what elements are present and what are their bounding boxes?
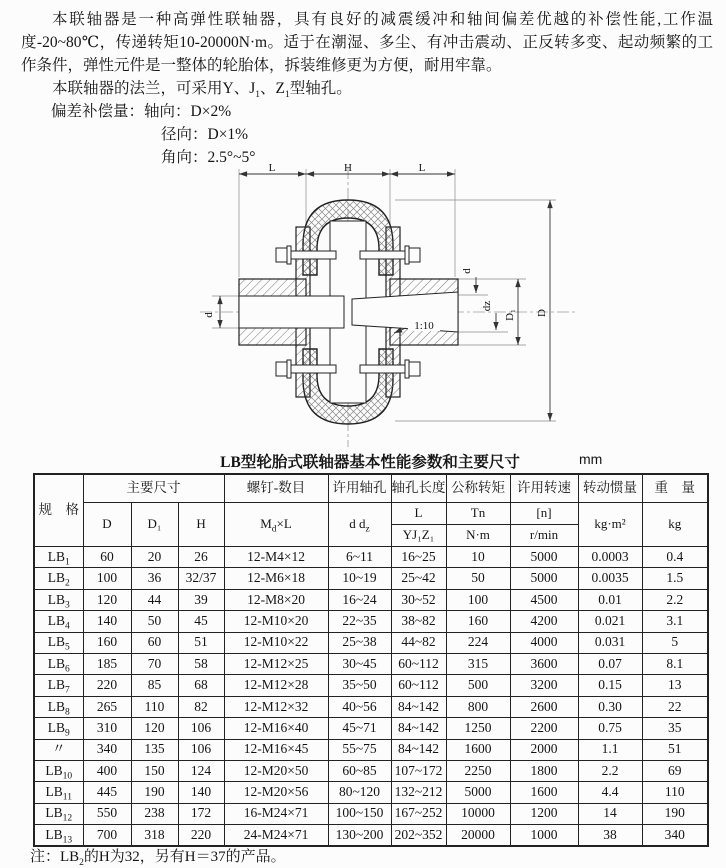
value-cell: 2.2 <box>578 760 642 781</box>
value-cell: 100 <box>446 589 510 610</box>
dim-label-L-right: L <box>418 163 426 174</box>
value-cell: 22~35 <box>328 611 391 632</box>
value-cell: 120 <box>131 718 178 739</box>
value-cell: 107~172 <box>391 760 446 781</box>
spec-cell: $LB_7$ <box>34 675 83 696</box>
value-cell: 140 <box>83 611 131 632</box>
value-cell: 340 <box>642 825 708 847</box>
value-cell: 4200 <box>510 611 578 632</box>
spec-cell: $LB_9$ <box>34 718 83 739</box>
value-cell: 51 <box>642 739 708 760</box>
value-cell: 160 <box>83 632 131 653</box>
value-cell: 14 <box>578 803 642 824</box>
value-cell: 50 <box>446 568 510 589</box>
col-header-speed-symbol: [n] <box>510 503 578 525</box>
spec-cell: $LB_2$ <box>34 568 83 589</box>
col-header-speed-unit: r/min <box>510 525 578 547</box>
value-cell: 1.1 <box>578 739 642 760</box>
value-cell: 12-M12×28 <box>224 675 328 696</box>
value-cell: 318 <box>131 825 178 847</box>
value-cell: 45 <box>178 611 224 632</box>
value-cell: 400 <box>83 760 131 781</box>
table-row <box>34 611 708 632</box>
value-cell: 135 <box>131 739 178 760</box>
spec-cell: $LB_6$ <box>34 653 83 674</box>
value-cell: 2.2 <box>642 589 708 610</box>
value-cell: 26 <box>178 547 224 568</box>
col-header-length-L: L <box>391 503 446 525</box>
value-cell: 100~150 <box>328 803 391 824</box>
value-cell: 0.15 <box>578 675 642 696</box>
value-cell: 800 <box>446 696 510 717</box>
value-cell: 16~24 <box>328 589 391 610</box>
value-cell: 51 <box>178 632 224 653</box>
value-cell: 44~82 <box>391 632 446 653</box>
value-cell: 55~75 <box>328 739 391 760</box>
col-header-weight-unit: kg <box>642 503 708 547</box>
value-cell: 30~52 <box>391 589 446 610</box>
col-header-torque-unit: N·m <box>446 525 510 547</box>
value-cell: 12-M12×32 <box>224 696 328 717</box>
compensation-angular-line: 角向：2.5°~5° <box>161 149 256 166</box>
value-cell: 12-M20×56 <box>224 782 328 803</box>
value-cell: 2250 <box>446 760 510 781</box>
table-row <box>34 675 708 696</box>
value-cell: 5000 <box>446 782 510 803</box>
value-cell: 12-M16×40 <box>224 718 328 739</box>
value-cell: 58 <box>178 653 224 674</box>
table-title: LB型轮胎式联轴器基本性能参数和主要尺寸 <box>220 454 520 471</box>
value-cell: 12-M12×25 <box>224 653 328 674</box>
table-unit: mm <box>579 451 603 467</box>
value-cell: 6~11 <box>328 547 391 568</box>
taper-label: 1:10 <box>414 320 434 332</box>
dim-label-L-left: L <box>268 163 276 174</box>
col-header-weight: 重 量 <box>642 474 708 503</box>
table-row <box>34 696 708 717</box>
value-cell: 340 <box>83 739 131 760</box>
value-cell: 24-M24×71 <box>224 825 328 847</box>
col-header-spec: 规 格 <box>34 474 83 547</box>
value-cell: 190 <box>642 803 708 824</box>
left-shaft-bore <box>239 296 344 328</box>
value-cell: 12-M8×20 <box>224 589 328 610</box>
value-cell: 0.0035 <box>578 568 642 589</box>
col-header-bore-length: 轴孔长度 <box>391 474 446 503</box>
coupling-section-drawing <box>98 163 638 451</box>
value-cell: 12-M4×12 <box>224 547 328 568</box>
value-cell: 5000 <box>510 568 578 589</box>
value-cell: 32/37 <box>178 568 224 589</box>
value-cell: 60~112 <box>391 653 446 674</box>
value-cell: 22 <box>642 696 708 717</box>
value-cell: 2000 <box>510 739 578 760</box>
value-cell: 60 <box>83 547 131 568</box>
value-cell: 4500 <box>510 589 578 610</box>
table-row <box>34 718 708 739</box>
value-cell: 38~82 <box>391 611 446 632</box>
value-cell: 0.0003 <box>578 547 642 568</box>
value-cell: 60 <box>131 632 178 653</box>
spec-cell: $LB_{12}$ <box>34 803 83 824</box>
value-cell: 220 <box>83 675 131 696</box>
value-cell: 100 <box>83 568 131 589</box>
dim-label-H: H <box>344 163 352 174</box>
value-cell: 10000 <box>446 803 510 824</box>
col-header-inertia-unit: kg·m² <box>578 503 642 547</box>
value-cell: 140 <box>178 782 224 803</box>
table-row <box>34 632 708 653</box>
value-cell: 16~25 <box>391 547 446 568</box>
value-cell: 106 <box>178 718 224 739</box>
value-cell: 0.75 <box>578 718 642 739</box>
value-cell: 130~200 <box>328 825 391 847</box>
table-row <box>34 803 708 824</box>
value-cell: 3600 <box>510 653 578 674</box>
value-cell: 500 <box>446 675 510 696</box>
table-row <box>34 568 708 589</box>
value-cell: 84~142 <box>391 739 446 760</box>
dim-label-d-left: d <box>203 312 215 318</box>
col-header-screws: 螺钉-数目 <box>224 474 328 503</box>
value-cell: 69 <box>642 760 708 781</box>
intro-text <box>21 8 713 169</box>
value-cell: 1000 <box>510 825 578 847</box>
value-cell: 0.30 <box>578 696 642 717</box>
spec-cell: 〃 <box>34 739 83 760</box>
compensation-radial-line: 径向：D×1% <box>161 126 249 143</box>
value-cell: 16-M24×71 <box>224 803 328 824</box>
value-cell: 70 <box>131 653 178 674</box>
value-cell: 50 <box>131 611 178 632</box>
value-cell: 167~252 <box>391 803 446 824</box>
spec-cell: $LB_3$ <box>34 589 83 610</box>
value-cell: 220 <box>178 825 224 847</box>
spec-cell: $LB_{11}$ <box>34 782 83 803</box>
value-cell: 60~112 <box>391 675 446 696</box>
value-cell: 84~142 <box>391 718 446 739</box>
value-cell: 1.5 <box>642 568 708 589</box>
value-cell: 4.4 <box>578 782 642 803</box>
value-cell: 0.01 <box>578 589 642 610</box>
col-header-main-dims: 主要尺寸 <box>83 474 224 503</box>
value-cell: 0.07 <box>578 653 642 674</box>
value-cell: 20000 <box>446 825 510 847</box>
value-cell: 1250 <box>446 718 510 739</box>
dim-label-d-right: d <box>461 268 473 274</box>
value-cell: 190 <box>131 782 178 803</box>
value-cell: 110 <box>642 782 708 803</box>
value-cell: 132~212 <box>391 782 446 803</box>
value-cell: 150 <box>131 760 178 781</box>
value-cell: 1600 <box>510 782 578 803</box>
value-cell: 3.1 <box>642 611 708 632</box>
value-cell: 0.021 <box>578 611 642 632</box>
value-cell: 39 <box>178 589 224 610</box>
value-cell: 202~352 <box>391 825 446 847</box>
table-row <box>34 760 708 781</box>
value-cell: 12-M6×18 <box>224 568 328 589</box>
right-shaft-tapered-bore <box>352 292 458 332</box>
value-cell: 25~42 <box>391 568 446 589</box>
spec-cell: $LB_{13}$ <box>34 825 83 847</box>
intro-paragraph-1: 本联轴器是一种高弹性联轴器，具有良好的减震缓冲和轴间偏差优越的补偿性能,工作温度-20~80℃，传递转矩10-20000N·m。适于在潮湿、多尘、有冲击震动、正反转多变、起动频繁的工作条件，弹性元件是一整体的轮胎体，拆装维修更为方便，耐用牢靠。 <box>21 11 713 74</box>
value-cell: 1200 <box>510 803 578 824</box>
value-cell: 45~71 <box>328 718 391 739</box>
intro-paragraph-2: 本联轴器的法兰，可采用Y、$J_1$、$Z_1$型轴孔。 <box>52 80 352 101</box>
value-cell: 265 <box>83 696 131 717</box>
table-title-row <box>33 450 707 472</box>
spec-cell: $LB_1$ <box>34 547 83 568</box>
value-cell: 30~45 <box>328 653 391 674</box>
col-header-D1: D₁ <box>131 503 178 547</box>
col-header-length-yjz: YJ₁Z₁ <box>391 525 446 547</box>
dim-label-D: D <box>536 309 548 317</box>
value-cell: 84~142 <box>391 696 446 717</box>
value-cell: 0.031 <box>578 632 642 653</box>
value-cell: 238 <box>131 803 178 824</box>
dim-label-D1: D₁ <box>504 309 516 321</box>
value-cell: 38 <box>578 825 642 847</box>
header-row-2 <box>34 503 708 525</box>
value-cell: 8.1 <box>642 653 708 674</box>
value-cell: 36 <box>131 568 178 589</box>
spec-table <box>33 473 709 847</box>
value-cell: 5 <box>642 632 708 653</box>
value-cell: 85 <box>131 675 178 696</box>
table-row <box>34 782 708 803</box>
value-cell: 82 <box>178 696 224 717</box>
value-cell: 120 <box>83 589 131 610</box>
header-row-1 <box>34 474 708 503</box>
col-header-torque: 公称转矩 <box>446 474 510 503</box>
table-row <box>34 589 708 610</box>
value-cell: 2600 <box>510 696 578 717</box>
value-cell: 224 <box>446 632 510 653</box>
col-header-inertia: 转动惯量 <box>578 474 642 503</box>
value-cell: 3200 <box>510 675 578 696</box>
value-cell: 10~19 <box>328 568 391 589</box>
value-cell: 700 <box>83 825 131 847</box>
value-cell: 1600 <box>446 739 510 760</box>
value-cell: 80~120 <box>328 782 391 803</box>
value-cell: 12-M10×20 <box>224 611 328 632</box>
dim-label-dz: dz <box>481 300 493 312</box>
col-header-speed: 许用转速 <box>510 474 578 503</box>
value-cell: 12-M20×50 <box>224 760 328 781</box>
value-cell: 124 <box>178 760 224 781</box>
table-body <box>34 547 708 847</box>
value-cell: 68 <box>178 675 224 696</box>
spec-cell: $LB_4$ <box>34 611 83 632</box>
value-cell: 160 <box>446 611 510 632</box>
compensation-axial-line: 偏差补偿量：轴向：D×2% <box>51 103 232 120</box>
spec-cell: $LB_5$ <box>34 632 83 653</box>
col-header-D: D <box>83 503 131 547</box>
value-cell: 110 <box>131 696 178 717</box>
value-cell: 35 <box>642 718 708 739</box>
value-cell: 2200 <box>510 718 578 739</box>
value-cell: 10 <box>446 547 510 568</box>
table-row <box>34 739 708 760</box>
col-header-H: H <box>178 503 224 547</box>
value-cell: 0.4 <box>642 547 708 568</box>
value-cell: 1800 <box>510 760 578 781</box>
value-cell: 315 <box>446 653 510 674</box>
value-cell: 12-M10×22 <box>224 632 328 653</box>
value-cell: 106 <box>178 739 224 760</box>
value-cell: 40~56 <box>328 696 391 717</box>
table-row <box>34 825 708 847</box>
value-cell: 35~50 <box>328 675 391 696</box>
spec-cell: $LB_8$ <box>34 696 83 717</box>
value-cell: 185 <box>83 653 131 674</box>
value-cell: 5000 <box>510 547 578 568</box>
col-header-torque-symbol: Tn <box>446 503 510 525</box>
spec-cell: $LB_{10}$ <box>34 760 83 781</box>
col-header-screws-symbol: $M_d\times L$ <box>224 503 328 547</box>
value-cell: 60~85 <box>328 760 391 781</box>
value-cell: 550 <box>83 803 131 824</box>
table-row <box>34 547 708 568</box>
value-cell: 172 <box>178 803 224 824</box>
footnote: 注：$LB_2$的H为32，另有H＝37的产品。 <box>30 849 286 868</box>
table-row <box>34 653 708 674</box>
value-cell: 13 <box>642 675 708 696</box>
value-cell: 310 <box>83 718 131 739</box>
value-cell: 25~38 <box>328 632 391 653</box>
value-cell: 445 <box>83 782 131 803</box>
col-header-bore: 许用轴孔 <box>328 474 391 503</box>
value-cell: 12-M16×45 <box>224 739 328 760</box>
col-header-bore-symbol: d $d_z$ <box>328 503 391 547</box>
value-cell: 4000 <box>510 632 578 653</box>
value-cell: 44 <box>131 589 178 610</box>
value-cell: 20 <box>131 547 178 568</box>
